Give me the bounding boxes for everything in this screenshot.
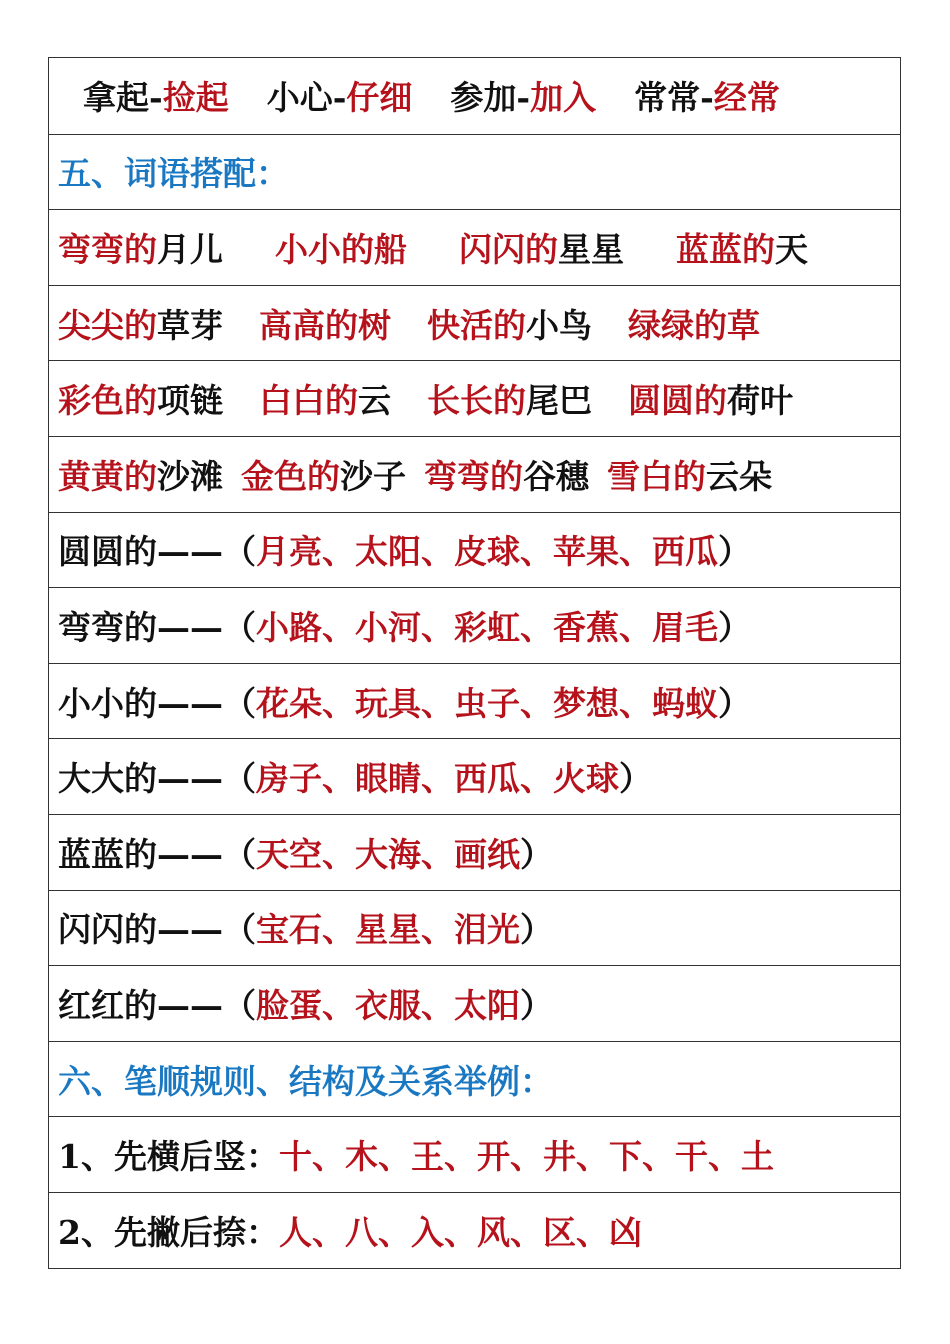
synonym-pair [267, 72, 413, 119]
pair-item [676, 224, 808, 271]
pair-item [275, 224, 407, 271]
word-a: 小心 [266, 78, 333, 118]
rule-examples: 人、八、入、风、区、凶 [278, 1212, 642, 1252]
fill-row [49, 738, 900, 814]
rule-row [49, 1192, 900, 1268]
pair-item [58, 375, 223, 422]
noun: 沙滩 [157, 456, 223, 496]
noun: 草 [727, 305, 760, 345]
fill-answers: 花朵、玩具、虫子、梦想、蚂蚁 [256, 683, 718, 723]
dash: - [516, 78, 531, 118]
pair-row [49, 360, 900, 436]
word-a: 参加 [450, 78, 517, 118]
fill-row [49, 663, 900, 739]
noun: 谷穗 [523, 456, 589, 496]
synonym-pair [83, 72, 229, 119]
word-a: 拿起 [83, 78, 149, 118]
pair-item [259, 300, 391, 347]
dash: - [700, 78, 714, 118]
rule-row [49, 1116, 900, 1192]
pair-item [459, 224, 624, 271]
adjective: 闪闪的 [459, 229, 558, 269]
word-b: 经常 [713, 78, 780, 118]
noun: 月儿 [157, 229, 223, 269]
fill-row [49, 587, 900, 663]
pair-row [49, 209, 900, 285]
adjective: 快活的 [427, 305, 526, 345]
rule-examples: 十、木、王、开、井、下、干、土 [278, 1137, 774, 1177]
fill-prefix: 闪闪的——（ [58, 910, 256, 950]
pair-item [628, 300, 760, 347]
fill-prefix: 红红的——（ [58, 985, 256, 1025]
adjective: 金色的 [241, 456, 340, 496]
dash: - [332, 78, 347, 118]
fill-answers: 天空、大海、画纸 [256, 834, 520, 874]
fill-row [49, 890, 900, 966]
fill-row [49, 965, 900, 1041]
rule-label: 2、先撇后捺： [58, 1212, 279, 1252]
synonym-pair [634, 72, 780, 119]
noun: 尾巴 [526, 381, 592, 421]
fill-prefix: 弯弯的——（ [58, 607, 256, 647]
dash: - [149, 78, 163, 118]
fill-row [49, 814, 900, 890]
adjective: 黄黄的 [58, 456, 157, 496]
adjective: 弯弯的 [424, 456, 523, 496]
pair-item [427, 375, 592, 422]
noun: 船 [374, 229, 407, 269]
pair-item [58, 224, 223, 271]
noun: 沙子 [340, 456, 406, 496]
pair-item [424, 451, 589, 498]
adjective: 彩色的 [58, 381, 157, 421]
synonym-row [49, 58, 900, 134]
pair-item [427, 300, 592, 347]
fill-suffix: ） [520, 834, 553, 874]
fill-row [49, 512, 900, 588]
noun: 荷叶 [727, 381, 793, 421]
word-b: 加入 [530, 78, 597, 118]
adjective: 小小的 [275, 229, 374, 269]
fill-answers: 宝石、星星、泪光 [256, 910, 520, 950]
adjective: 雪白的 [607, 456, 706, 496]
fill-answers: 房子、眼睛、西瓜、火球 [256, 759, 619, 799]
section-5-heading: 五、词语搭配： [49, 134, 900, 210]
fill-suffix: ） [718, 607, 751, 647]
fill-suffix: ） [718, 683, 751, 723]
worksheet-table [48, 57, 901, 1269]
adjective: 弯弯的 [58, 229, 157, 269]
section-6-heading: 六、笔顺规则、结构及关系举例： [49, 1041, 900, 1117]
fill-prefix: 小小的——（ [58, 683, 256, 723]
fill-answers: 脸蛋、衣服、太阳 [256, 985, 520, 1025]
rule-label: 1、先横后竖： [58, 1137, 279, 1177]
noun: 草芽 [157, 305, 223, 345]
pair-item [58, 300, 223, 347]
word-b: 捡起 [162, 78, 229, 118]
noun: 星星 [558, 229, 624, 269]
word-a: 常常 [634, 78, 701, 118]
pair-row [49, 285, 900, 361]
noun: 树 [358, 305, 391, 345]
fill-prefix: 大大的——（ [58, 759, 256, 799]
fill-prefix: 圆圆的——（ [58, 532, 256, 572]
fill-answers: 月亮、太阳、皮球、苹果、西瓜 [256, 532, 718, 572]
adjective: 圆圆的 [628, 381, 727, 421]
fill-suffix: ） [619, 759, 652, 799]
adjective: 长长的 [427, 381, 526, 421]
noun: 云 [358, 381, 391, 421]
pair-item [628, 375, 793, 422]
noun: 天 [775, 229, 808, 269]
pair-item [241, 451, 406, 498]
noun: 项链 [157, 381, 223, 421]
noun: 云朵 [706, 456, 772, 496]
fill-suffix: ） [520, 910, 553, 950]
adjective: 绿绿的 [628, 305, 727, 345]
fill-suffix: ） [718, 532, 751, 572]
adjective: 高高的 [259, 305, 358, 345]
pair-row [49, 436, 900, 512]
fill-answers: 小路、小河、彩虹、香蕉、眉毛 [256, 607, 718, 647]
adjective: 尖尖的 [58, 305, 157, 345]
noun: 小鸟 [526, 305, 592, 345]
pair-item [607, 451, 772, 498]
synonym-pair [450, 72, 596, 119]
word-b: 仔细 [346, 78, 413, 118]
adjective: 白白的 [259, 381, 358, 421]
fill-suffix: ） [520, 985, 553, 1025]
pair-item [58, 451, 223, 498]
adjective: 蓝蓝的 [676, 229, 775, 269]
fill-prefix: 蓝蓝的——（ [58, 834, 256, 874]
pair-item [259, 375, 391, 422]
